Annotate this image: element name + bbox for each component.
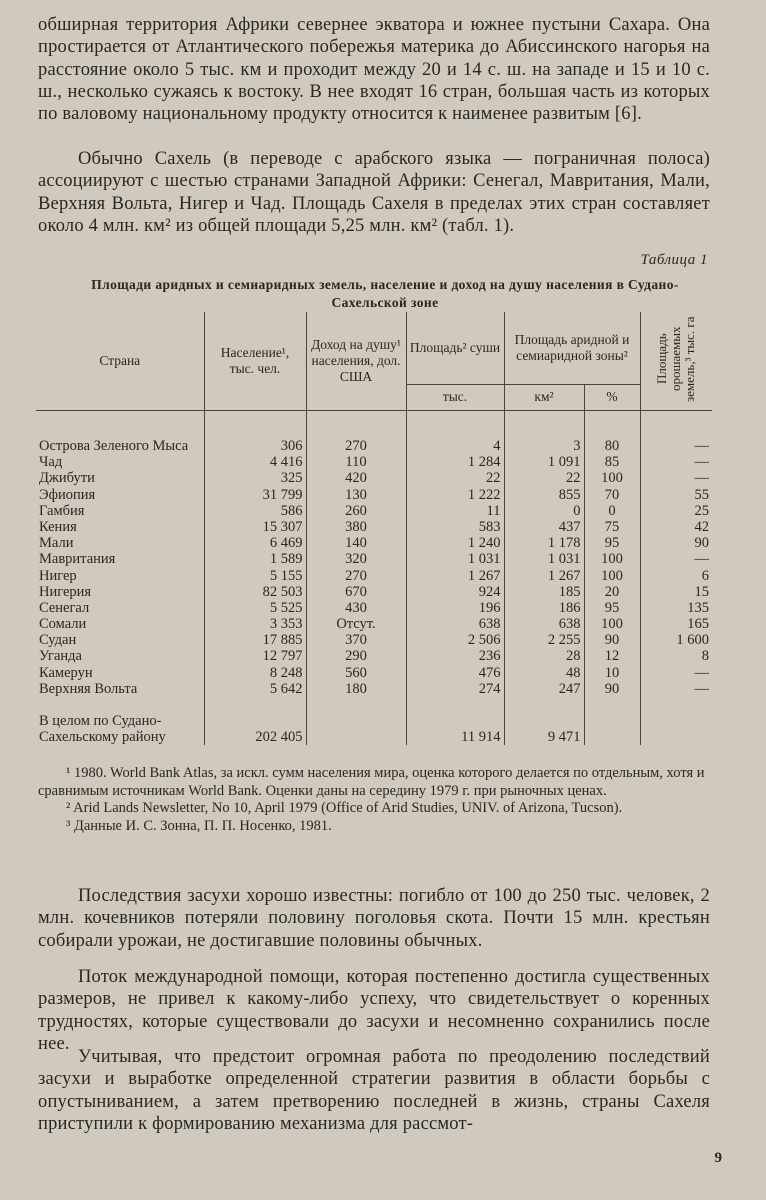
- cell-population: 15 307: [204, 519, 306, 535]
- paragraph-sahel-definition: Обычно Сахель (в переводе с арабского языка — пограничная полоса) ассоциируют с шестью странами Западной Африки: Сенегал, Мавритания, Мали, Верхняя Вольта, Нигер и Чад. Площадь Сахеля в пределах этих стран составляет около 4 млн. км² из общей площади 5,25 млн. км² (табл. 1).: [38, 149, 710, 236]
- cell-arid: 1 091: [504, 454, 584, 470]
- cell-land: 1 222: [406, 486, 504, 502]
- cell-arid: 1 031: [504, 551, 584, 567]
- cell-arid: 22: [504, 470, 584, 486]
- footnotes: [38, 765, 710, 835]
- cell-population: 4 416: [204, 454, 306, 470]
- cell-income: 130: [306, 486, 406, 502]
- cell-income: 110: [306, 454, 406, 470]
- cell-land: 476: [406, 664, 504, 680]
- cell-income: Отсут.: [306, 616, 406, 632]
- cell-arid: 638: [504, 616, 584, 632]
- cell-population: 1 589: [204, 551, 306, 567]
- cell-income: 560: [306, 664, 406, 680]
- cell-country: Нигер: [39, 567, 77, 584]
- cell-pct: 100: [584, 567, 640, 583]
- cell-income: 270: [306, 410, 406, 454]
- page-number: 9: [714, 1150, 722, 1166]
- cell-country: Камерун: [39, 664, 93, 681]
- cell-population: 5 155: [204, 567, 306, 583]
- cell-pct: 90: [584, 632, 640, 648]
- cell-country: Сенегал: [39, 599, 90, 616]
- cell-arid: 1 178: [504, 535, 584, 551]
- header-population: Население¹, тыс. чел.: [204, 312, 306, 410]
- cell-population: 586: [204, 503, 306, 519]
- cell-irrigated: 1 600: [640, 632, 712, 648]
- cell-country: Кения: [39, 518, 77, 535]
- cell-arid: 9 471: [504, 697, 584, 745]
- cell-pct: 10: [584, 664, 640, 680]
- cell-income: [306, 697, 406, 745]
- cell-income: 260: [306, 503, 406, 519]
- cell-pct: 70: [584, 486, 640, 502]
- cell-land: 1 284: [406, 454, 504, 470]
- cell-population: 6 469: [204, 535, 306, 551]
- cell-population: 5 642: [204, 681, 306, 697]
- table-title: Площади аридных и семиаридных земель, население и доход на душу населения в Судано-Сахельской зоне: [91, 277, 679, 310]
- table-label: Таблица 1: [640, 252, 708, 268]
- cell-income: 670: [306, 584, 406, 600]
- paragraph-strategy: Учитывая, что предстоит огромная работа по преодолению последствий засухи и выработке определенной стратегии развития в области борьбы с опустыниванием, а затем претворению последней в жизнь, страны Сахеля приступили к формированию механизма для рассмот-: [38, 1047, 710, 1134]
- header-country: Страна: [36, 312, 204, 410]
- cell-pct: 75: [584, 519, 640, 535]
- paragraph-international-aid: Поток международной помощи, которая постепенно достигла существенных размеров, не привел к какому-либо успеху, что свидетельствует о коренных трудностях, которые существовали до засухи и несомненно сохранились после нее.: [38, 967, 710, 1054]
- cell-income: 290: [306, 648, 406, 664]
- table-body: [36, 410, 712, 745]
- cell-arid: 28: [504, 648, 584, 664]
- cell-country: Джибути: [39, 470, 95, 487]
- cell-population: 8 248: [204, 664, 306, 680]
- cell-land: 11 914: [406, 697, 504, 745]
- cell-pct: [584, 697, 640, 745]
- footnote-1: ¹ 1980. World Bank Atlas, за искл. сумм населения мира, оценка которого делается по отдельным, хотя и сравнимым источникам World Bank. Оценки даны на середину 1979 г. при рыночных ценах.: [38, 765, 705, 799]
- footnote-3: ³ Данные И. С. Зонна, П. П. Носенко, 1981.: [66, 817, 332, 834]
- cell-country: Верхняя Вольта: [39, 680, 138, 697]
- table-row: [36, 584, 712, 600]
- cell-income: 370: [306, 632, 406, 648]
- cell-income: 140: [306, 535, 406, 551]
- table-row: [36, 454, 712, 470]
- cell-arid: 186: [504, 600, 584, 616]
- cell-population: 5 525: [204, 600, 306, 616]
- table-row: [36, 567, 712, 583]
- cell-pct: 95: [584, 535, 640, 551]
- cell-arid: 247: [504, 681, 584, 697]
- cell-irrigated: —: [640, 551, 712, 567]
- footnote-2: ² Arid Lands Newsletter, No 10, April 1979 (Office of Arid Studies, UNIV. of Arizona, Tucson).: [66, 800, 623, 816]
- cell-pct: 90: [584, 681, 640, 697]
- cell-population: 202 405: [204, 697, 306, 745]
- table-row: [36, 486, 712, 502]
- table-row: [36, 632, 712, 648]
- table-row: [36, 616, 712, 632]
- cell-income: 420: [306, 470, 406, 486]
- cell-country: Гамбия: [39, 502, 85, 519]
- cell-irrigated: 90: [640, 535, 712, 551]
- cell-land: 236: [406, 648, 504, 664]
- cell-land: 1 240: [406, 535, 504, 551]
- cell-country: Чад: [39, 454, 63, 471]
- cell-irrigated: 135: [640, 600, 712, 616]
- cell-pct: 20: [584, 584, 640, 600]
- cell-country: В целом по Судано-Сахельскому району: [39, 712, 166, 745]
- cell-country: Сомали: [39, 616, 87, 633]
- cell-land: 638: [406, 616, 504, 632]
- cell-land: 2 506: [406, 632, 504, 648]
- cell-land: 196: [406, 600, 504, 616]
- cell-income: 430: [306, 600, 406, 616]
- cell-irrigated: 165: [640, 616, 712, 632]
- table-row: [36, 410, 712, 454]
- cell-income: 320: [306, 551, 406, 567]
- cell-irrigated: —: [640, 664, 712, 680]
- cell-irrigated: —: [640, 454, 712, 470]
- cell-land: 274: [406, 681, 504, 697]
- cell-irrigated: 8: [640, 648, 712, 664]
- cell-irrigated: 42: [640, 519, 712, 535]
- paragraph-intro: обширная территория Африки севернее экватора и южнее пустыни Сахара. Она простирается от Атлантического побережья материка до Абиссинского нагорья на расстояние около 5 тыс. км и проходит между 20 и 14 с. ш. на западе и 15 и 10 с. ш., несколько сужаясь к востоку. В нее входят 16 стран, большая часть из которых по валовому национальному продукту относится к наименее развитым [6].: [38, 15, 710, 125]
- cell-population: 82 503: [204, 584, 306, 600]
- table-row: [36, 600, 712, 616]
- cell-land: 1 031: [406, 551, 504, 567]
- cell-arid: 0: [504, 503, 584, 519]
- cell-population: 3 353: [204, 616, 306, 632]
- cell-pct: 100: [584, 470, 640, 486]
- paragraph-drought-effects: Последствия засухи хорошо известны: погибло от 100 до 250 тыс. человек, 2 млн. кочевников потеряли половину поголовья скота. Почти 15 млн. крестьян собирали урожаи, не достигавшие половины обычных.: [38, 886, 710, 951]
- header-irrigated: Площадь орошаемых земель,³ тыс. га: [640, 312, 712, 410]
- cell-arid: 48: [504, 664, 584, 680]
- table-row-total: [36, 697, 712, 745]
- table-row: [36, 519, 712, 535]
- cell-arid: 437: [504, 519, 584, 535]
- cell-pct: 95: [584, 600, 640, 616]
- header-income: Доход на душу¹ населения, дол. США: [306, 312, 406, 410]
- table-row: [36, 664, 712, 680]
- cell-population: 325: [204, 470, 306, 486]
- cell-pct: 12: [584, 648, 640, 664]
- cell-income: 380: [306, 519, 406, 535]
- table-row: [36, 503, 712, 519]
- cell-pct: 100: [584, 551, 640, 567]
- table-row: [36, 648, 712, 664]
- cell-land: 583: [406, 519, 504, 535]
- cell-country: Нигерия: [39, 583, 92, 600]
- cell-population: 306: [204, 410, 306, 454]
- cell-income: 180: [306, 681, 406, 697]
- table-row: [36, 681, 712, 697]
- cell-land: 1 267: [406, 567, 504, 583]
- cell-population: 12 797: [204, 648, 306, 664]
- cell-country: Судан: [39, 632, 77, 649]
- cell-country: Эфиопия: [39, 486, 96, 503]
- table-row: [36, 470, 712, 486]
- cell-irrigated: —: [640, 681, 712, 697]
- cell-irrigated: 25: [640, 503, 712, 519]
- cell-population: 31 799: [204, 486, 306, 502]
- cell-country: Мали: [39, 535, 74, 552]
- table-row: [36, 535, 712, 551]
- cell-pct: 85: [584, 454, 640, 470]
- cell-irrigated: —: [640, 470, 712, 486]
- cell-pct: 80: [584, 410, 640, 454]
- cell-pct: 0: [584, 503, 640, 519]
- header-land-area: Площадь² суши: [406, 312, 504, 384]
- cell-arid: 855: [504, 486, 584, 502]
- data-table: [36, 312, 712, 745]
- cell-irrigated: 15: [640, 584, 712, 600]
- header-unit-percent: %: [584, 384, 640, 410]
- cell-arid: 185: [504, 584, 584, 600]
- table-row: [36, 551, 712, 567]
- cell-land: 11: [406, 503, 504, 519]
- cell-land: 22: [406, 470, 504, 486]
- header-unit-thousand: тыс.: [406, 384, 504, 410]
- cell-irrigated: [640, 697, 712, 745]
- cell-land: 4: [406, 410, 504, 454]
- cell-income: 270: [306, 567, 406, 583]
- cell-country: Острова Зеленого Мыса: [39, 438, 189, 454]
- cell-country: Мавритания: [39, 551, 116, 568]
- cell-irrigated: 55: [640, 486, 712, 502]
- header-arid-area: Площадь аридной и семиаридной зоны²: [504, 312, 640, 384]
- cell-country: Уганда: [39, 648, 82, 665]
- cell-irrigated: 6: [640, 567, 712, 583]
- header-unit-km2: км²: [504, 384, 584, 410]
- cell-arid: 3: [504, 410, 584, 454]
- cell-pct: 100: [584, 616, 640, 632]
- cell-arid: 2 255: [504, 632, 584, 648]
- cell-irrigated: —: [640, 410, 712, 454]
- cell-arid: 1 267: [504, 567, 584, 583]
- cell-population: 17 885: [204, 632, 306, 648]
- cell-land: 924: [406, 584, 504, 600]
